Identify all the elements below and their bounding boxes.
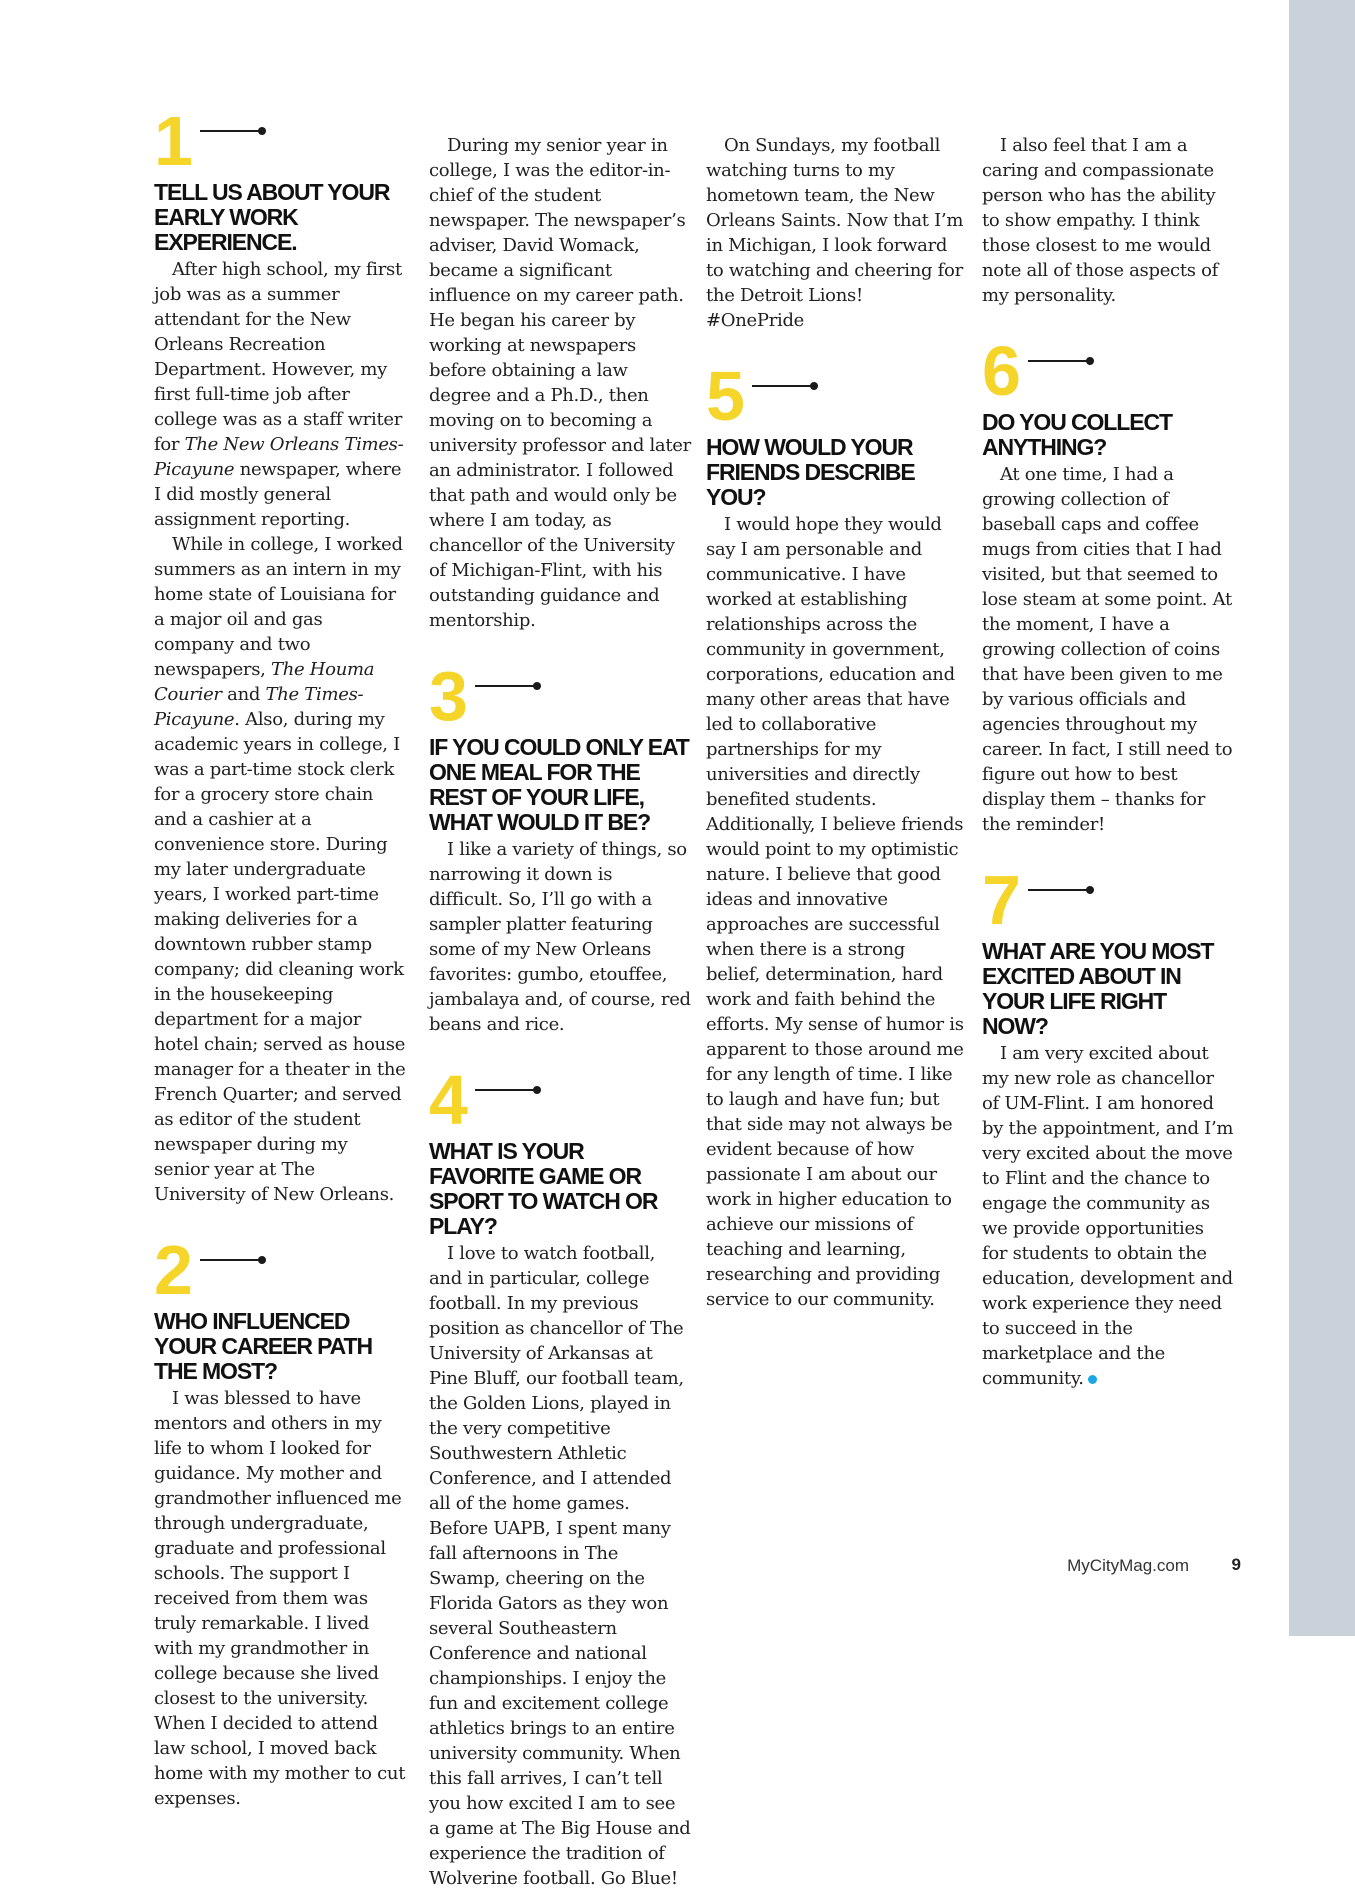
column-1 (154, 102, 406, 1811)
question-number: 6 (982, 332, 1018, 410)
pointer-line-icon (752, 385, 814, 387)
pointer-line-icon (1028, 889, 1090, 891)
column-4 (982, 133, 1234, 1391)
answer-paragraph: I am very excited about my new role as chancellor of UM-Flint. I am honored by the appointment, and I’m very excited about the move to Flint and the chance to engage the community as we provide opportunities for students to obtain the education, development and work experience they need to succeed in the marketplace and the community. (982, 1043, 1234, 1389)
question-number: 4 (429, 1061, 465, 1139)
question-number: 7 (982, 861, 1018, 939)
question-4-heading (429, 1061, 691, 1139)
question-3-title: IF YOU COULD ONLY EAT ONE MEAL FOR THE REST OF YOUR LIFE, WHAT WOULD IT BE? (429, 734, 689, 835)
question-6-heading (982, 332, 1234, 410)
answer-paragraph: During my senior year in college, I was the editor-in-chief of the student newspaper. The newspaper’s adviser, David Womack, became a significant influence on my career path. He began his career by working at newspapers before obtaining a law degree and a Ph.D., then moving on to becoming a university professor and later an administrator. I followed that path and would only be where I am today, as chancellor of the University of Michigan-Flint, with his outstanding guidance and mentorship. (429, 135, 691, 631)
answer-paragraph: I also feel that I am a caring and compassionate person who has the ability to show empathy. I think those closest to me would note all of those aspects of my personality. (982, 135, 1219, 306)
answer-paragraph: I like a variety of things, so narrowing it down is difficult. So, I’ll go with a sampler platter featuring some of my New Orleans favorites: gumbo, etouffee, jambalaya and, of course, red beans and rice. (429, 839, 691, 1035)
question-6-title: DO YOU COLLECT ANYTHING? (982, 409, 1172, 460)
answer-paragraph: While in college, I worked summers as an intern in my home state of Louisiana for a major oil and gas company and two newspapers, The Houma Courier and The Times-Picayune. Also, during my academic years in college, I was a part-time stock clerk for a grocery store chain and a cashier at a convenience store. During my later undergraduate years, I worked part-time making deliveries for a downtown rubber stamp company; did cleaning work in the housekeeping department for a major hotel chain; served as house manager for a theater in the French Quarter; and served as editor of the student newspaper during my senior year at The University of New Orleans. (154, 534, 406, 1205)
column-2 (429, 133, 691, 1891)
page-number: 9 (1231, 1555, 1241, 1574)
question-number: 2 (154, 1231, 190, 1309)
answer-paragraph: I would hope they would say I am personable and communicative. I have worked at establishing relationships across the community in government, corporations, education and many other areas that have led to collaborative partnerships for my universities and directly benefited students. Additionally, I believe friends would point to my optimistic nature. I believe that good ideas and innovative approaches are successful when there is a strong belief, determination, hard work and faith behind the efforts. My sense of humor is apparent to those around me for any length of time. I like to laugh and have fun; but that side may not always be evident because of how passionate I am about our work in higher education to achieve our missions of teaching and learning, researching and providing service to our community. (706, 514, 964, 1310)
question-5-title: HOW WOULD YOUR FRIENDS DESCRIBE YOU? (706, 434, 915, 510)
question-5-heading (706, 357, 964, 435)
end-mark-icon (1088, 1375, 1097, 1384)
question-3-heading (429, 657, 691, 735)
page-edge-band (1289, 0, 1355, 1636)
pointer-line-icon (1028, 360, 1090, 362)
question-2-title: WHO INFLUENCED YOUR CAREER PATH THE MOST? (154, 1308, 372, 1384)
question-7-title: WHAT ARE YOU MOST EXCITED ABOUT IN YOUR LIFE RIGHT NOW? (982, 938, 1214, 1039)
question-number: 5 (706, 357, 742, 435)
question-2-heading (154, 1231, 406, 1309)
question-4-title: WHAT IS YOUR FAVORITE GAME OR SPORT TO WATCH OR PLAY? (429, 1138, 658, 1239)
answer-paragraph: I love to watch football, and in particular, college football. In my previous position as chancellor of The University of Arkansas at Pine Bluff, our football team, the Golden Lions, played in the very competitive Southwestern Athletic Conference, and I attended all of the home games. Before UAPB, I spent many fall afternoons in The Swamp, cheering on the Florida Gators as they won several Southeastern Conference and national championships. I enjoy the fun and excitement college athletics brings to an entire university community. When this fall arrives, I can’t tell you how excited I am to see a game at The Big House and experience the tradition of Wolverine football. Go Blue! (429, 1243, 691, 1889)
pointer-line-icon (200, 130, 262, 132)
column-3 (706, 133, 964, 1312)
answer-paragraph: On Sundays, my football watching turns to my hometown team, the New Orleans Saints. Now that I’m in Michigan, I look forward to watching and cheering for the Detroit Lions! #OnePride (706, 135, 964, 331)
question-number: 3 (429, 657, 465, 735)
question-number: 1 (154, 102, 190, 180)
answer-paragraph: At one time, I had a growing collection of baseball caps and coffee mugs from cities that I had visited, but that seemed to lose steam at some point. At the moment, I have a growing collection of coins that have been given to me by various officials and agencies throughout my career. In fact, I still need to figure out how to best display them – thanks for the reminder! (982, 464, 1233, 835)
footer-site-name: MyCityMag.com (1067, 1556, 1189, 1575)
answer-paragraph: I was blessed to have mentors and others in my life to whom I looked for guidance. My mother and grandmother influenced me through undergraduate, graduate and professional schools. The support I received from them was truly remarkable. I lived with my grandmother in college because she lived closest to the university. When I decided to attend law school, I moved back home with my mother to cut expenses. (154, 1388, 406, 1809)
pointer-line-icon (475, 1089, 537, 1091)
question-7-heading (982, 861, 1234, 939)
answer-paragraph: After high school, my first job was as a summer attendant for the New Orleans Recreation Department. However, my first full-time job after college was as a staff writer for The New Orleans Times-Picayune newspaper, where I did mostly general assignment reporting. (154, 259, 404, 530)
pointer-line-icon (475, 685, 537, 687)
question-1-title: TELL US ABOUT YOUR EARLY WORK EXPERIENCE. (154, 179, 390, 255)
question-1-heading (154, 102, 406, 180)
pointer-line-icon (200, 1259, 262, 1261)
